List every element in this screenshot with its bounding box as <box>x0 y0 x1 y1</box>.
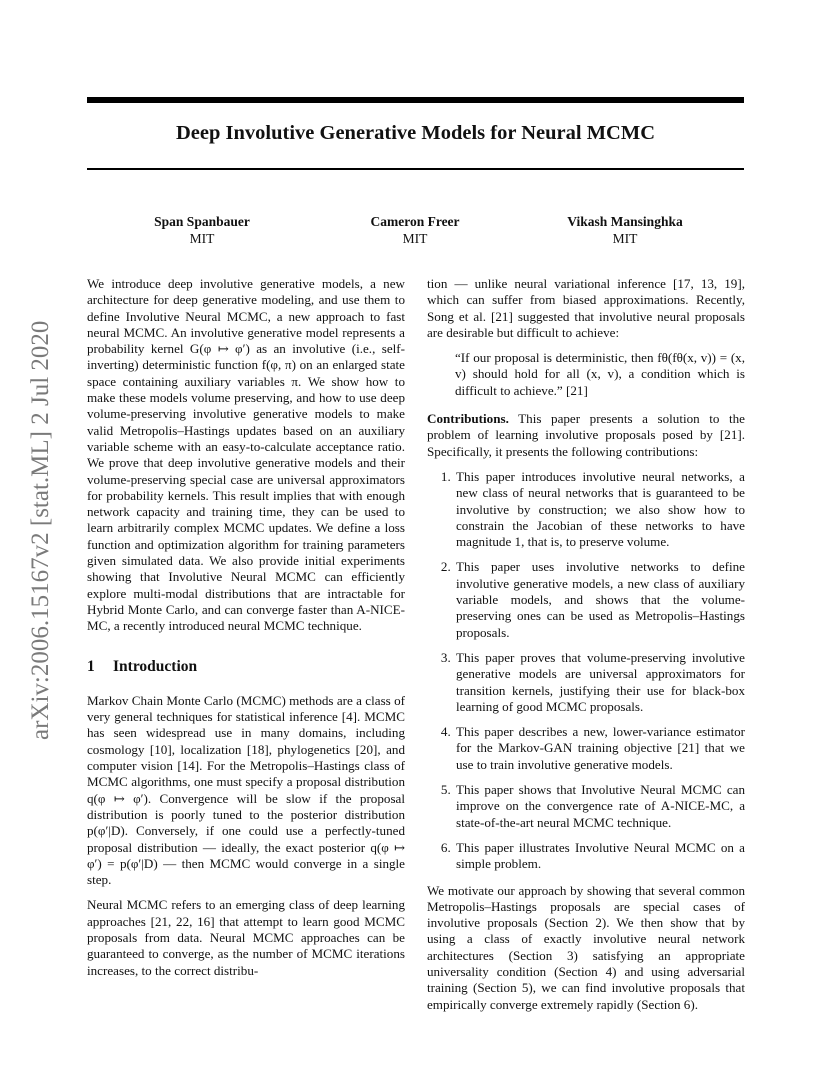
paper-title: Deep Involutive Generative Models for Neural MCMC <box>176 122 655 144</box>
contributions-paragraph <box>427 411 745 460</box>
author-block <box>305 213 525 247</box>
author-name: Vikash Mansinghka <box>567 214 683 229</box>
contribution-item: 4. This paper describes a new, lower-variance estimator for the Markov-GAN training objective [21] that we use to train involutive generative models. <box>454 724 745 773</box>
author-affiliation: MIT <box>189 231 215 246</box>
contributions-label: Contributions. <box>427 411 509 427</box>
section-title: Introduction <box>113 657 198 675</box>
section-heading <box>87 659 405 675</box>
block-quote: “If our proposal is deterministic, then fθ(fθ(x, v)) = (x, v) should hold for all (x, v), a condition which is difficult to achieve.” [21] <box>455 350 745 398</box>
contribution-item: 2. This paper uses involutive networks to define involutive generative models, a new class of auxiliary variable models, and shows that the volume-preserving ones can be used as Metropolis–Hastings proposals. <box>454 559 745 640</box>
author-affiliation: MIT <box>612 231 638 246</box>
arxiv-identifier-stamp: arXiv:2006.15167v2 [stat.ML] 2 Jul 2020 <box>27 320 54 740</box>
author-name: Cameron Freer <box>370 214 460 229</box>
right-column <box>427 276 745 1022</box>
abstract-text: We introduce deep involutive generative models, a new architecture for deep generative modeling, and use them to define Involutive Neural MCMC, a new approach to fast neural MCMC. An involutive generative model represents a probability kernel G(φ ↦ φ′) as an involutive (i.e., self-inverting) deterministic function f(φ, π) on an enlarged state space containing auxiliary variables π. We show how to make these models volume preserving, and how to use deep volume-preserving involutive generative models to make valid Metropolis–Hastings updates based on an auxiliary variable scheme with an easy-to-calculate acceptance ratio. We prove that deep involutive generative models and their volume-preserving special case are universal approximators for probability kernels. This result implies that with enough network capacity and training time, they can be used to learn arbitrarily complex MCMC updates. We define a loss function and optimization algorithm for training parameters given simulated data. We also provide initial experiments showing that Involutive Neural MCMC can efficiently explore multi-modal distributions that are intractable for Hybrid Monte Carlo, and can converge faster than A-NICE-MC, a recently introduced neural MCMC technique. <box>87 276 405 634</box>
continued-paragraph: tion — unlike neural variational inference [17, 13, 19], which can suffer from biased approximations. Recently, Song et al. [21] suggested that involutive neural proposals are desirable but difficult to achieve: <box>427 276 745 340</box>
left-column <box>87 276 405 988</box>
intro-paragraph: Markov Chain Monte Carlo (MCMC) methods are a class of very general techniques for statistical inference [4]. MCMC has seen widespread use in many domains, including cosmology [10], localization [18], phylogenetics [20], and computer vision [14]. For the Metropolis–Hastings class of MCMC algorithms, one must specify a proposal distribution q(φ ↦ φ′). Convergence will be slow if the proposal distribution is poorly tuned to the posterior distribution p(φ′|D). Conversely, if one could use a perfectly-tuned proposal distribution — ideally, the exact posterior q(φ ↦ φ′) = p(φ′|D) — then MCMC would converge in a single step. <box>87 692 405 888</box>
section-number: 1 <box>87 657 95 675</box>
intro-paragraph: Neural MCMC refers to an emerging class of deep learning approaches [21, 22, 16] that attempt to learn good MCMC proposals from data. Neural MCMC approaches can be guaranteed to converge, as the number of MCMC iterations increases, to the correct distribu- <box>87 897 405 978</box>
title-bottom-rule <box>87 168 744 170</box>
contribution-item: 5. This paper shows that Involutive Neural MCMC can improve on the convergence rate of A-NICE-MC, a state-of-the-art neural MCMC technique. <box>454 782 745 831</box>
author-name: Span Spanbauer <box>154 214 250 229</box>
contribution-item: 1. This paper introduces involutive neural networks, a new class of neural networks that is guaranteed to be involutive by construction; we also show how to constrain the Jacobian of these networks to have magnitude 1, that is, to preserve volume. <box>454 469 745 550</box>
contributions-list <box>427 469 745 873</box>
top-rule <box>87 97 744 103</box>
author-block <box>515 213 735 247</box>
abstract <box>87 276 405 635</box>
contribution-item: 3. This paper proves that volume-preserving involutive generative models are universal approximators for transition kernels, justifying their use for black-box learning of good MCMC proposals. <box>454 650 745 715</box>
author-affiliation: MIT <box>402 231 428 246</box>
author-block <box>92 213 312 247</box>
contribution-item: 6. This paper illustrates Involutive Neural MCMC on a simple problem. <box>454 840 745 873</box>
contributions-intro: This paper presents a solution to the problem of learning involutive proposals posed by [21]. Specifically, it presents the following contributions: <box>427 411 745 459</box>
closing-paragraph: We motivate our approach by showing that several common Metropolis–Hastings proposals are special cases of involutive proposals (Section 2). We then show that by using a class of exactly involutive neural network architectures (Section 3) satisfying an appropriate universality condition (Section 4) and using adversarial training (Section 5), we can find involutive proposals that empirically converge extremely rapidly (Section 6). <box>427 882 745 1012</box>
